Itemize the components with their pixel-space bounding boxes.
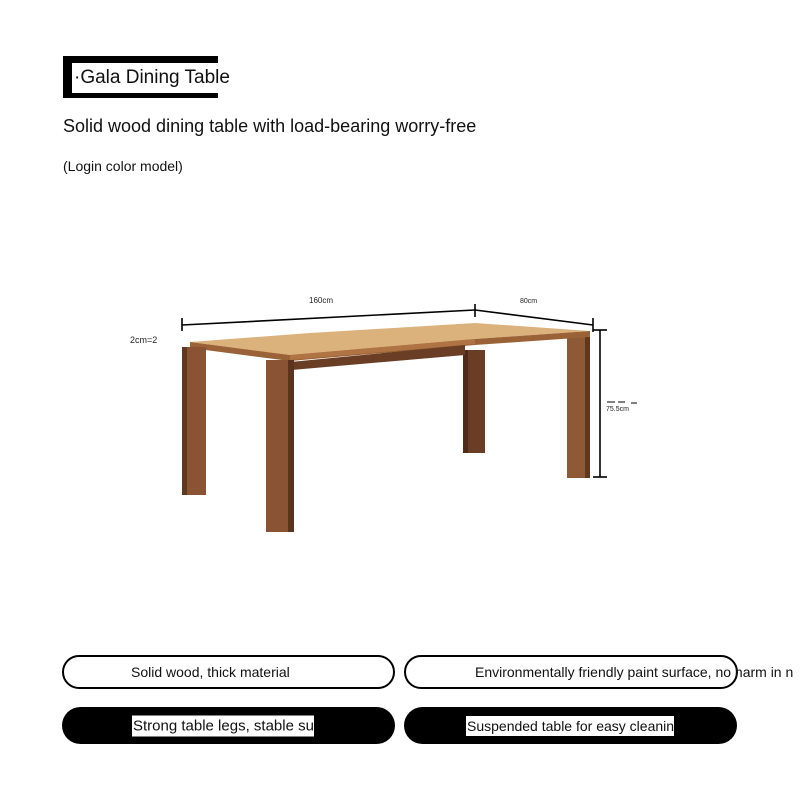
feature-label-legs: Strong table legs, stable su <box>133 717 314 734</box>
dimension-height: 75.5cm <box>606 406 629 413</box>
back-right-leg-shade <box>463 350 468 453</box>
feature-label-paint: Environmentally friendly paint surface, no harm in n <box>475 664 794 680</box>
front-left-leg-shade <box>182 347 187 495</box>
feature-pill-material <box>62 655 395 689</box>
product-subtitle: Solid wood dining table with load-bearing worry-free <box>63 116 477 136</box>
dimension-width: 80cm <box>520 298 538 305</box>
feature-label-material: Solid wood, thick material <box>131 664 290 680</box>
color-note: (Login color model) <box>63 158 183 174</box>
feature-pill-cleaning <box>404 707 737 744</box>
feature-label-cleaning: Suspended table for easy cleanin <box>467 717 675 734</box>
dimension-thickness: 2cm=2 <box>130 335 158 345</box>
front-right-leg-side <box>585 337 590 478</box>
feature-pill-paint <box>404 655 794 689</box>
length-line <box>182 310 475 325</box>
page-title: ·Gala Dining Table <box>72 63 236 93</box>
table-illustration <box>120 285 660 550</box>
width-line <box>475 310 593 325</box>
dimension-length: 160cm <box>309 296 334 305</box>
feature-pill-legs <box>62 707 395 744</box>
front-middle-leg-side <box>288 360 294 532</box>
